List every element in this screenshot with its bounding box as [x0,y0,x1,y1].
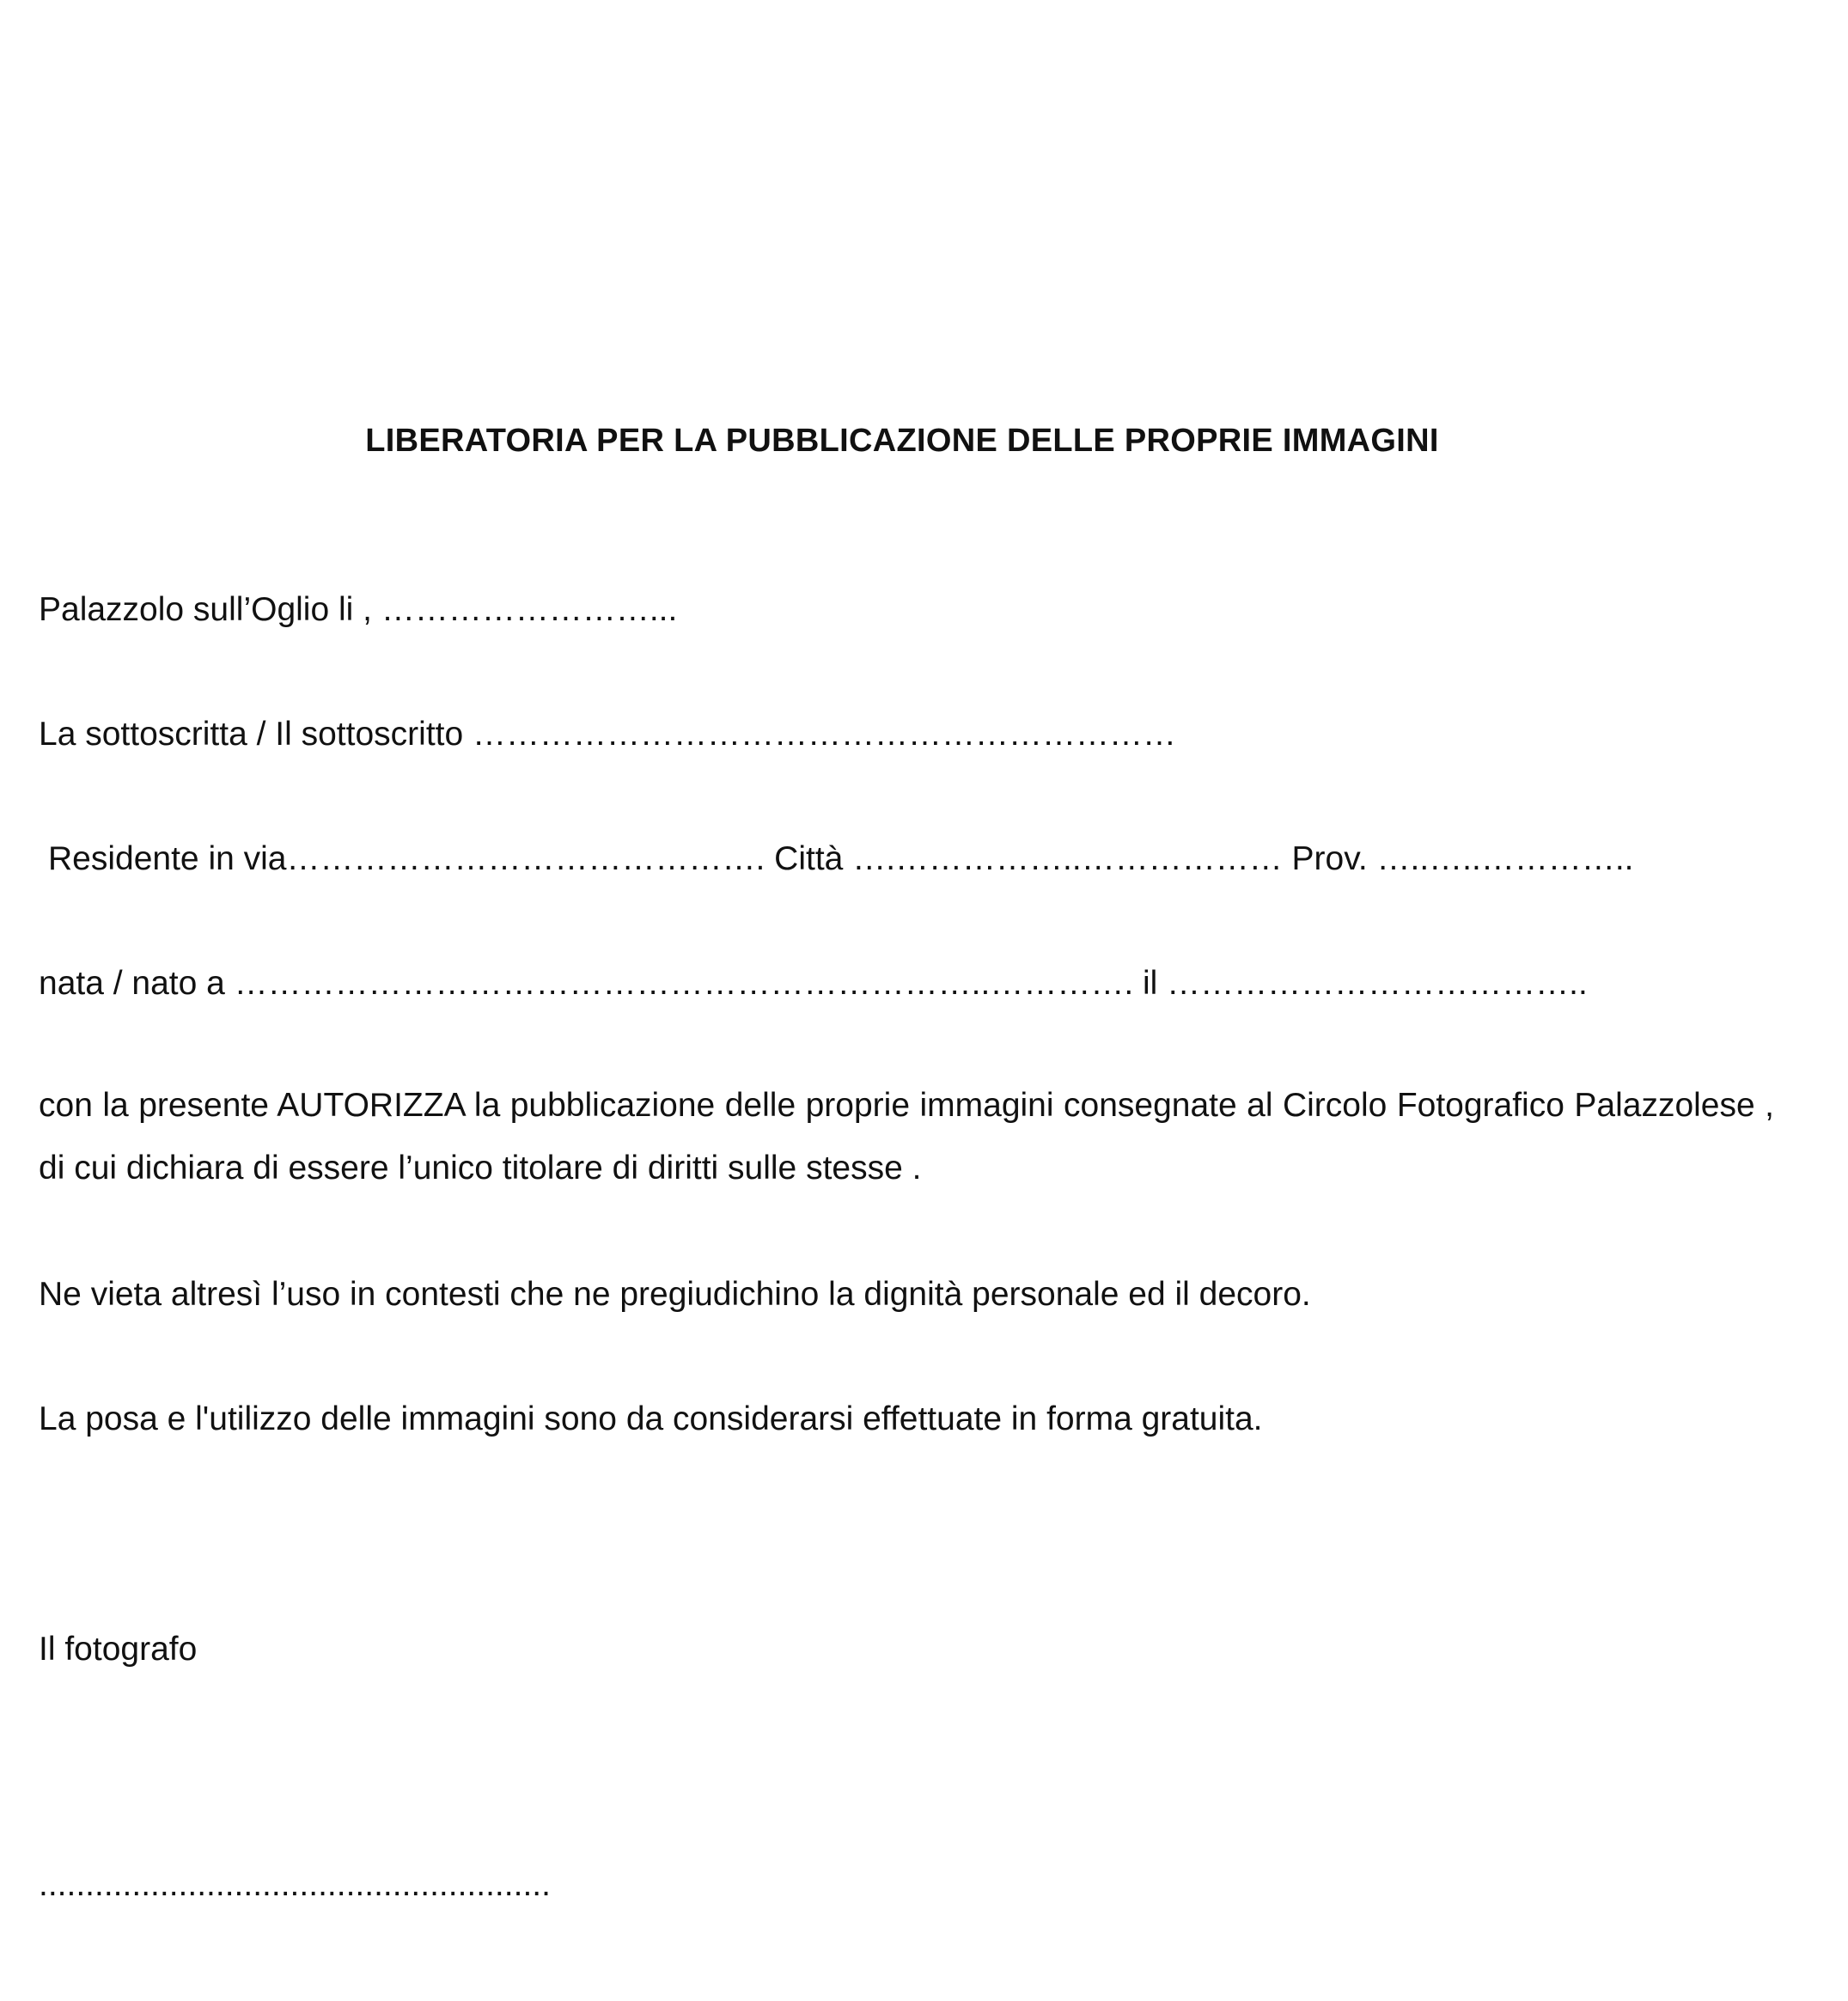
photographer-label: Il fotografo [39,1631,198,1668]
prohibition-paragraph: Ne vieta altresì l’uso in contesti che ne pregiudichino la dignità personale ed il decoro. [39,1276,1311,1313]
birth-line: nata / nato a …………………………………………………………..…………. il ……………………………….. [39,965,1588,1002]
authorization-paragraph: con la presente AUTORIZZA la pubblicazione delle proprie immagini consegnate al Circolo Fotografico Palazzolese , di cui dichiara di essere l’unico titolare di diritti sulle stesse . [39,1087,1774,1187]
signatory-line: La sottoscritta / Il sottoscritto ……………………………………………………… [39,716,1177,753]
residence-line: Residente in via……………………………………. Città ….……………..……………… Prov. …..…..………….. [48,840,1634,877]
document-title: LIBERATORIA PER LA PUBBLICAZIONE DELLE PROPRIE IMMAGINI [365,423,1439,459]
place-date-line: Palazzolo sull’Oglio li , ……………………... [39,591,678,628]
free-use-paragraph: La posa e l'utilizzo delle immagini sono da considerarsi effettuate in forma gratuita. [39,1400,1263,1437]
signature-line: ....................................................... [39,1866,551,1903]
